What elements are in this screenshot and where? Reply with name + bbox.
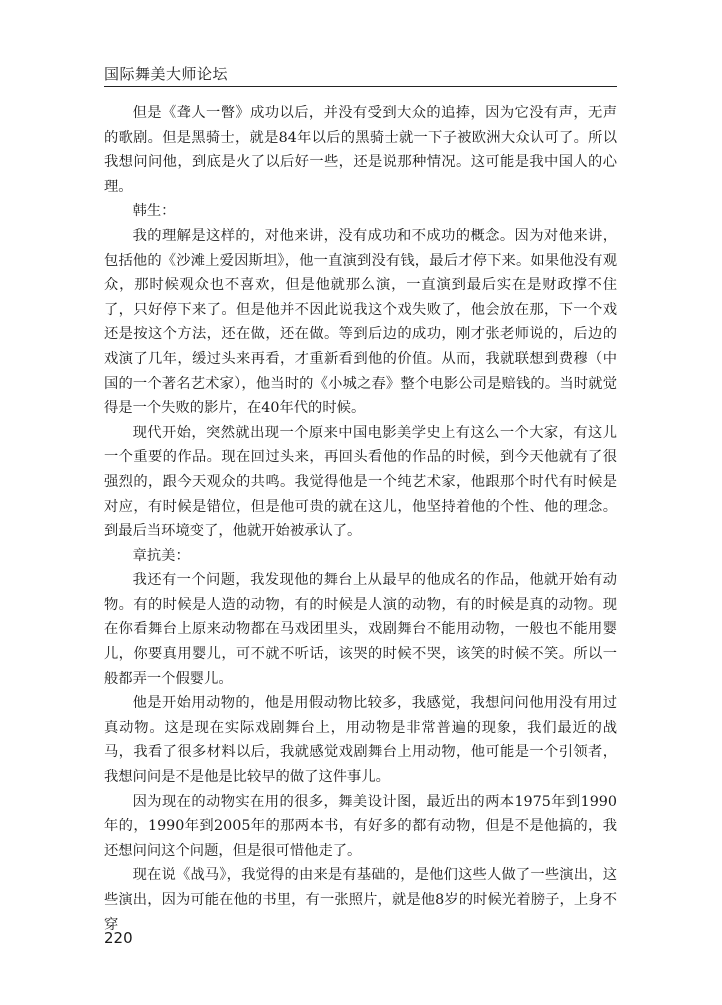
paragraph: 现在说《战马》，我觉得的由来是有基础的，是他们这些人做了一些演出，这些演出，因为可能在他的书里，有一张照片，就是他8岁的时候光着膀子，上身不穿 [104, 867, 617, 933]
page-number: 220 [104, 929, 133, 947]
header-divider [104, 86, 617, 87]
running-header-title: 国际舞美大师论坛 [104, 65, 229, 83]
paragraph: 我还有一个问题，我发现他的舞台上从最早的他成名的作品，他就开始有动物。有的时候是人造的动物，有的时候是人演的动物，有的时候是真的动物。现在你看舞台上原来动物都在马戏团里头，戏剧舞台不能用动物，一般也不能用婴儿，你要真用婴儿，可不就不听话，该哭的时候不哭，该笑的时候不笑。所以一般都弄一个假婴儿。 [104, 572, 617, 687]
paragraph: 现代开始，突然就出现一个原来中国电影美学史上有这么一个大家，有这儿一个重要的作品。现在回过头来，再回头看他的作品的时候，到今天他就有了很强烈的，跟今天观众的共鸣。我觉得他是一个纯艺术家，他跟那个时代有时候是对应，有时候是错位，但是他可贵的就在这儿，他坚持着他的个性、他的理念。到最后当环境变了，他就开始被承认了。 [104, 424, 617, 540]
paragraph: 我的理解是这样的，对他来讲，没有成功和不成功的概念。因为对他来讲，包括他的《沙滩上爱因斯坦》，他一直演到没有钱，最后才停下来。如果他没有观众，那时候观众也不喜欢，但是他就那么演，一直演到最后实在是财政撑不住了，只好停下来了。但是他并不因此说我这个戏失败了，他会放在那，下一个戏还是按这个方法，还在做，还在做。等到后边的成功，刚才张老师说的，后边的戏演了几年，缓过头来再看，才重新看到他的价值。从而，我就联想到费穆（中国的一个著名艺术家），他当时的《小城之春》整个电影公司是赔钱的。当时就觉得是一个失败的影片，在40年代的时候。 [104, 227, 617, 417]
body-text [104, 101, 617, 937]
speaker-label: 章抗美： [132, 547, 190, 564]
paragraph: 他是开始用动物的，他是用假动物比较多，我感觉，我想问问他用没有用过真动物。这是现在实际戏剧舞台上，用动物是非常普遍的现象，我们最近的战马，我看了很多材料以后，我就感觉戏剧舞台上用动物，他可能是一个引领者，我想问问是不是他是比较早的做了这件事儿。 [104, 695, 617, 786]
speaker-label: 韩生： [132, 203, 176, 220]
paragraph: 因为现在的动物实在用的很多，舞美设计图，最近出的两本1975年到1990年的，1990年到2005年的那两本书，有好多的都有动物，但是不是他搞的，我还想问问这个问题，但是很可惜他走了。 [104, 793, 617, 859]
paragraph: 但是《聋人一瞥》成功以后，并没有受到大众的追捧，因为它没有声，无声的歌剧。但是黑骑士，就是84年以后的黑骑士就一下子被欧洲大众认可了。所以我想问问他，到底是火了以后好一些，还是说那种情况。这可能是我中国人的心理。 [104, 105, 617, 195]
